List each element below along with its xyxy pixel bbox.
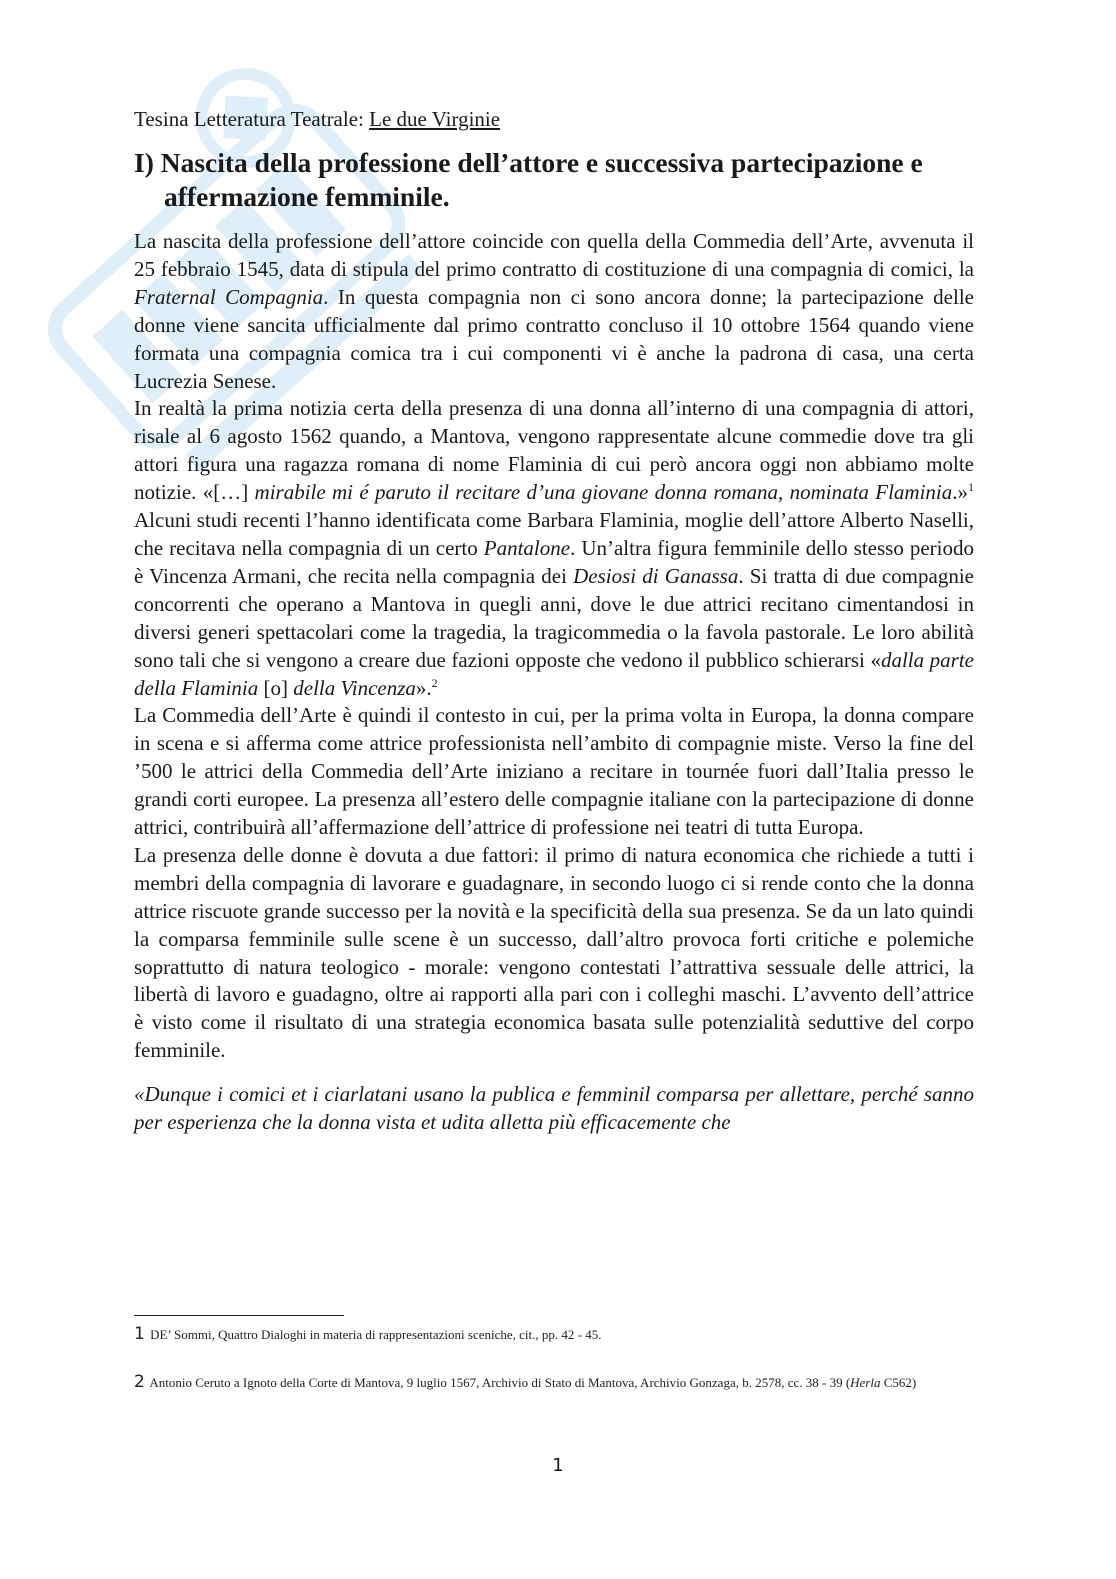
paragraph-2 <box>134 395 974 702</box>
text-run: . Un’altra figura femminile dello stesso periodo è Vincenza Armani, che recita nella compagnia dei <box>134 535 974 588</box>
text-run: . In questa compagnia non ci sono ancora donne; la partecipazione delle donne viene sancita ufficialmente dal primo contratto concluso il 10 ottobre 1564 quando viene formata una compagnia comica tra i cui componenti vi è anche la padrona di casa, una certa Lucrezia Senese. <box>134 284 974 393</box>
footnote-ref-1[interactable]: 1 <box>968 480 974 495</box>
footnote-separator <box>134 1315 344 1316</box>
paragraph-1 <box>134 228 974 395</box>
text-run: [o] <box>258 675 294 700</box>
quote-paragraph: «Dunque i comici et i ciarlatani usano la publica e femminil comparsa per allettare, perché sanno per esperienza che la donna vista et udita alletta più efficacemente che <box>134 1082 974 1135</box>
italic-run: mirabile mi é paruto il recitare d’una giovane donna romana, nominata Flaminia <box>254 480 953 505</box>
italic-run: Desiosi di Ganassa <box>573 563 739 588</box>
text-run: In realtà la prima notizia certa della presenza di una donna all’interno di una compagnia di attori, risale al 6 agosto 1562 quando, a Mantova, vengono rappresentate alcune commedie dove tra gli attori figura una ragazza romana di nome Flaminia di cui però ancora oggi non abbiamo molte notizie. «[…] <box>134 396 974 505</box>
italic-run: della Vincenza <box>293 675 416 700</box>
section-heading: I) Nascita della professione dell’attore e successiva partecipazione e affermazione femminile. <box>134 147 923 212</box>
italic-run: Pantalone <box>483 535 571 560</box>
footnote-text: DE’ Sommi, Quattro Dialoghi in materia di rappresentazioni sceniche, cit., pp. 42 - 45. <box>146 1327 602 1342</box>
paragraph-4: La presenza delle donne è dovuta a due fattori: il primo di natura economica che richiede a tutti i membri della compagnia di lavorare e guadagnare, in secondo luogo ci si rende conto che la donna attrice riscuote grande successo per la novità e la specificità della sua presenza. Se da un lato quindi la comparsa femminile sulle scene è un successo, dall’altro provoca forti critiche e polemiche soprattutto di natura teologico - morale: vengono contestati l’attrattiva sessuale delle attrici, la libertà di lavoro e guadagno, oltre ai rapporti alla pari con i colleghi maschi. L’avvento dell’attrice è visto come il risultato di una strategia economica basata sulle potenzialità seduttive del corpo femminile. <box>134 842 974 1063</box>
footnote-italic: Herla <box>850 1375 881 1390</box>
text-run: La nascita della professione dell’attore coincide con quella della Commedia dell’Arte, avvenuta il 25 febbraio 1545, data di stipula del primo contratto di costituzione di una compagnia di comici, la <box>134 229 974 281</box>
title-prefix: Tesina Letteratura Teatrale: <box>134 107 364 131</box>
footnote-number: 1 <box>134 1324 145 1344</box>
text-run: Alcuni studi recenti l’hanno identificata come Barbara Flaminia, moglie dell’attore Alberto Naselli, che recitava nella compagnia di un certo <box>134 508 974 560</box>
page-content <box>134 104 974 1137</box>
document-title <box>134 104 974 134</box>
text-run: .» <box>952 480 968 505</box>
page-number: 1 <box>552 1455 564 1476</box>
italic-run: Fraternal Compagnia <box>134 284 324 309</box>
footnote-2 <box>134 1373 964 1392</box>
paragraph-3: La Commedia dell’Arte è quindi il contesto in cui, per la prima volta in Europa, la donna compare in scena e si afferma come attrice professionista nell’ambito di compagnie miste. Verso la fine del ’500 le attrici della Commedia dell’Arte iniziano a recitare in tournée fuori dall’Italia presso le grandi corti europee. La presenza all’estero delle compagnie italiane con la partecipazione di donne attrici, contribuirà all’affermazione dell’attrice di professione nei teatri di tutta Europa. <box>134 703 974 840</box>
text-run: ». <box>415 675 432 700</box>
footnote-number: 2 <box>134 1372 145 1392</box>
italic-run: dalla parte della Flaminia <box>134 647 975 700</box>
footnote-text: C562) <box>880 1375 917 1390</box>
title-underlined: Le due Virginie <box>369 107 501 131</box>
text-run: . Si tratta di due compagnie concorrenti che operano a Mantova in quegli anni, dove le due attrici recitano cimentandosi in diversi generi spettacolari come la tragedia, la tragicommedia o la favola pastorale. Le loro abilità sono tali che si vengono a creare due fazioni opposte che vedono il pubblico schierarsi « <box>134 563 974 672</box>
footnote-text: Antonio Ceruto a Ignoto della Corte di Mantova, 9 luglio 1567, Archivio di Stato di Mantova, Archivio Gonzaga, b. 2578, cc. 38 - 39 ( <box>146 1375 851 1390</box>
footnote-ref-2[interactable]: 2 <box>431 675 438 690</box>
footnote-1 <box>134 1325 964 1344</box>
